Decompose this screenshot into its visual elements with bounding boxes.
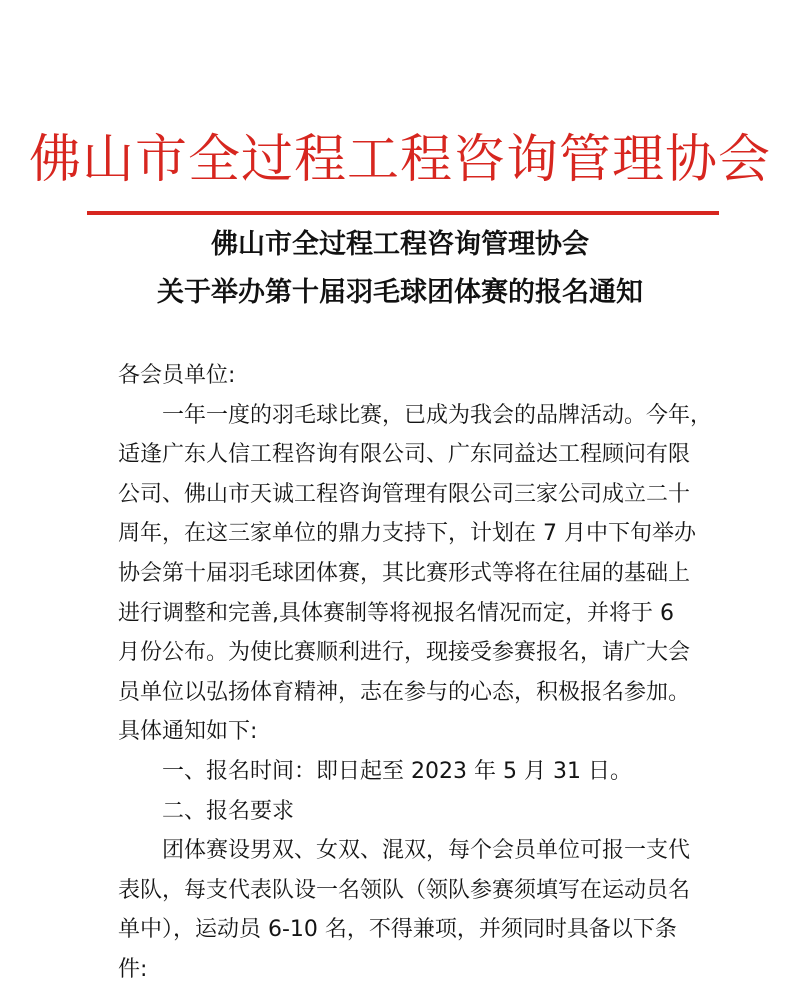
body-line: 团体赛设男双、女双、混双，每个会员单位可报一支代 — [162, 838, 691, 864]
body-line: 单中），运动员 6-10 名，不得兼项，并须同时具备以下条 — [118, 917, 677, 943]
notice-title-line-1: 佛山市全过程工程咨询管理协会 — [211, 229, 589, 260]
body-line: 月份公布。为使比赛顺利进行，现接受参赛报名，请广大会 — [118, 640, 691, 666]
body-line: 协会第十届羽毛球团体赛，其比赛形式等将在往届的基础上 — [118, 560, 691, 586]
section-registration-requirements: 二、报名要求 — [162, 798, 295, 824]
letterhead-red-rule — [87, 211, 719, 215]
body-line: 件: — [118, 956, 148, 982]
body-line: 具体通知如下: — [118, 719, 258, 745]
body-line: 一年一度的羽毛球比赛，已成为我会的品牌活动。今年， — [162, 402, 713, 428]
notice-body — [118, 356, 713, 990]
letterhead-org-name: 佛山市全过程工程咨询管理协会 — [28, 130, 771, 190]
notice-title-line-2: 关于举办第十届羽毛球团体赛的报名通知 — [157, 277, 643, 308]
body-line: 员单位以弘扬体育精神，志在参与的心态，积极报名参加。 — [118, 679, 691, 705]
body-line: 表队，每支代表队设一名领队（领队参赛须填写在运动员名 — [118, 877, 691, 903]
body-line: 周年，在这三家单位的鼎力支持下，计划在 7 月中下旬举办 — [118, 521, 696, 547]
body-line: 公司、佛山市天诚工程咨询管理有限公司三家公司成立二十 — [118, 481, 691, 507]
body-line: 进行调整和完善,具体赛制等将视报名情况而定，并将于 6 — [118, 600, 674, 626]
body-line: 适逢广东人信工程咨询有限公司、广东同益达工程顾问有限 — [118, 442, 691, 468]
salutation: 各会员单位: — [118, 363, 236, 388]
section-registration-time: 一、报名时间：即日起至 2023 年 5 月 31 日。 — [162, 758, 632, 784]
